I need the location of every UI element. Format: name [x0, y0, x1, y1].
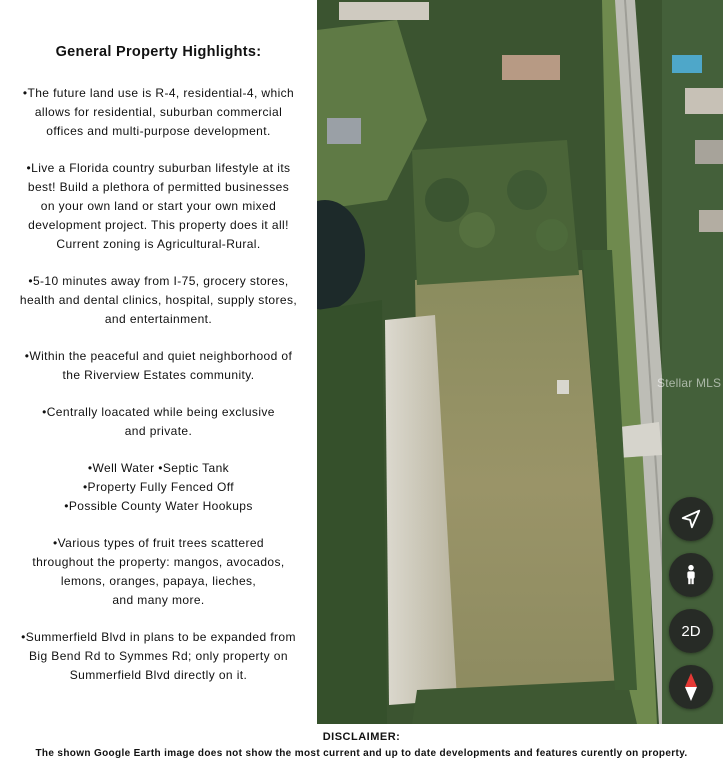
highlight-paragraph [6, 159, 311, 254]
highlight-line: health and dental clinics, hospital, supply stores, [19, 293, 298, 307]
highlight-paragraph [6, 628, 311, 685]
disclaimer-heading: DISCLAIMER: [322, 731, 401, 743]
highlight-line: offices and multi-purpose development. [46, 124, 271, 138]
view-mode-2d-button[interactable]: 2D [669, 609, 713, 653]
watermark-text: Stellar MLS [657, 376, 722, 390]
highlights-panel [0, 0, 317, 728]
highlight-paragraph [6, 347, 311, 385]
highlight-line: Current zoning is Agricultural-Rural. [56, 237, 261, 251]
highlight-paragraph [6, 84, 311, 141]
highlight-line: •Possible County Water Hookups [64, 499, 253, 513]
pegman-icon [681, 564, 701, 586]
highlight-line: Big Bend Rd to Symmes Rd; only property on [29, 649, 288, 663]
highlight-line: and many more. [112, 593, 205, 607]
highlight-line: •Property Fully Fenced Off [82, 480, 235, 494]
aerial-map-view[interactable] [317, 0, 723, 724]
highlight-line: Summerfield Blvd directly on it. [69, 668, 248, 682]
highlight-line: best! Build a plethora of permitted businesses [27, 180, 290, 194]
compass-icon [683, 672, 699, 702]
aerial-image [317, 0, 723, 724]
highlights-title: General Property Highlights: [55, 44, 262, 60]
highlight-line: throughout the property: mangos, avocados, [32, 555, 285, 569]
highlight-line: and private. [124, 424, 193, 438]
highlight-paragraph [6, 534, 311, 610]
highlight-line: •Well Water •Septic Tank [87, 461, 230, 475]
highlight-line: •5-10 minutes away from I-75, grocery stores, [28, 274, 289, 288]
highlight-line: on your own land or start your own mixed [40, 199, 277, 213]
highlight-line: •Various types of fruit trees scattered [53, 536, 264, 550]
highlight-line: •Summerfield Blvd in plans to be expanded from [21, 630, 296, 644]
navigate-arrow-icon [680, 508, 702, 530]
highlight-line: •Live a Florida country suburban lifestyle at its [26, 161, 291, 175]
navigate-button[interactable] [669, 497, 713, 541]
highlight-paragraph [6, 403, 311, 441]
highlight-paragraph [6, 272, 311, 329]
street-view-button[interactable] [669, 553, 713, 597]
highlight-paragraph [6, 459, 311, 516]
highlight-line: development project. This property does it all! [28, 218, 289, 232]
highlight-line: •The future land use is R-4, residential-4, which [22, 86, 295, 100]
highlight-line: the Riverview Estates community. [62, 368, 255, 382]
highlight-line: allows for residential, suburban commercial [34, 105, 283, 119]
highlight-line: •Within the peaceful and quiet neighborhood of [24, 349, 293, 363]
highlight-line: •Centrally loacated while being exclusive [42, 405, 275, 419]
highlight-line: and entertainment. [104, 312, 213, 326]
compass-button[interactable] [669, 665, 713, 709]
disclaimer-text: The shown Google Earth image does not show the most current and up to date developments and features curently on property. [35, 748, 688, 759]
highlight-line: lemons, oranges, papaya, lieches, [60, 574, 257, 588]
